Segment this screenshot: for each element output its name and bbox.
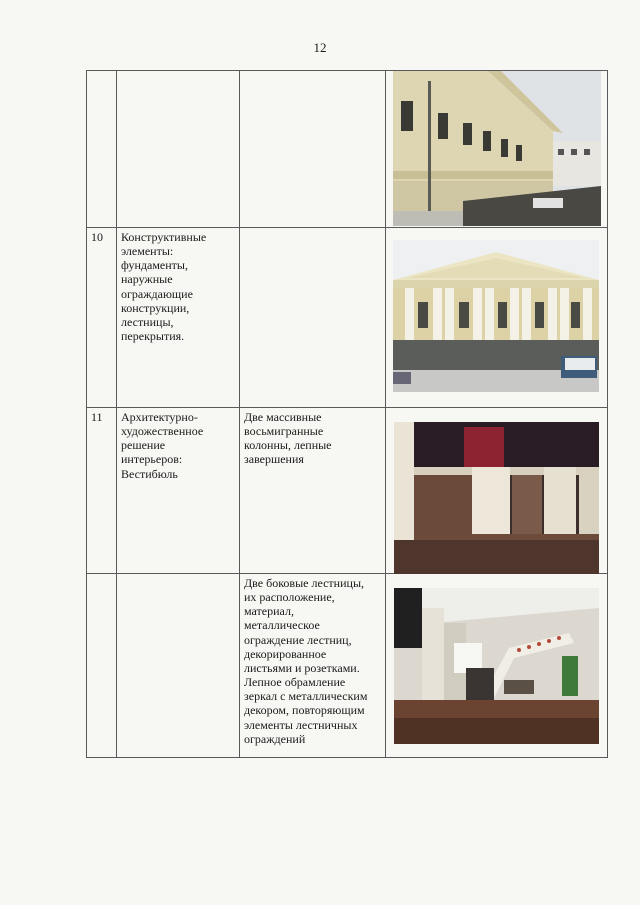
- vestibule-columns-photo: [394, 422, 599, 574]
- description-line: их расположение,: [244, 590, 335, 605]
- row-number-cell: [87, 71, 117, 228]
- description-line: металлическое: [244, 618, 320, 633]
- colonnade-portico-photo: [393, 240, 599, 392]
- description-line: ограждение лестниц,: [244, 632, 352, 647]
- element-line: перекрытия.: [121, 329, 185, 344]
- row-number-cell: 11: [87, 408, 117, 574]
- table-row: [87, 71, 608, 228]
- element-line: лестницы,: [121, 314, 174, 329]
- description-cell: [240, 408, 386, 574]
- description-cell: [240, 71, 386, 228]
- building-facade-photo: [393, 71, 601, 226]
- photo-cell: [386, 408, 608, 574]
- description-cell: [240, 574, 386, 758]
- description-line: материал,: [244, 604, 294, 619]
- element-cell: [117, 574, 240, 758]
- photo-cell: [386, 574, 608, 758]
- monument-elements-table: [86, 70, 608, 758]
- element-line: конструкции,: [121, 300, 190, 315]
- element-line: наружные: [121, 272, 173, 287]
- description-line: Лепное обрамление: [244, 675, 346, 690]
- description-line: декорированное: [244, 646, 327, 661]
- element-line: художественное: [121, 424, 204, 439]
- element-line: элементы:: [121, 244, 174, 259]
- description-line: завершения: [244, 452, 304, 467]
- description-line: декором, повторяющим: [244, 703, 365, 718]
- element-cell: [117, 228, 240, 408]
- element-line: Конструктивные: [121, 230, 207, 244]
- table-row: [87, 228, 608, 408]
- element-line: фундаменты,: [121, 258, 188, 273]
- description-line: элементы лестничных: [244, 717, 358, 732]
- description-line: зеркал с металлическим: [244, 689, 368, 704]
- description-line: восьмигранные: [244, 424, 324, 439]
- element-cell: [117, 408, 240, 574]
- element-line: ограждающие: [121, 286, 193, 301]
- table-row: [87, 408, 608, 574]
- description-line: колонны, лепные: [244, 438, 332, 453]
- element-line: Архитектурно-: [121, 410, 198, 424]
- row-number-cell: [87, 574, 117, 758]
- description-line: Две массивные: [244, 410, 322, 424]
- element-cell: [117, 71, 240, 228]
- element-line: Вестибюль: [121, 466, 178, 481]
- description-line: листьями и розетками.: [244, 660, 360, 675]
- description-cell: [240, 228, 386, 408]
- table-row: [87, 574, 608, 758]
- staircase-hall-photo: [394, 588, 599, 744]
- description-line: Две боковые лестницы,: [244, 576, 364, 590]
- row-number-cell: 10: [87, 228, 117, 408]
- photo-cell: [386, 228, 608, 408]
- photo-cell: [386, 71, 608, 228]
- description-line: ограждений: [244, 731, 306, 746]
- element-line: интерьеров:: [121, 452, 183, 467]
- element-line: решение: [121, 438, 166, 453]
- page-number: 12: [313, 40, 327, 55]
